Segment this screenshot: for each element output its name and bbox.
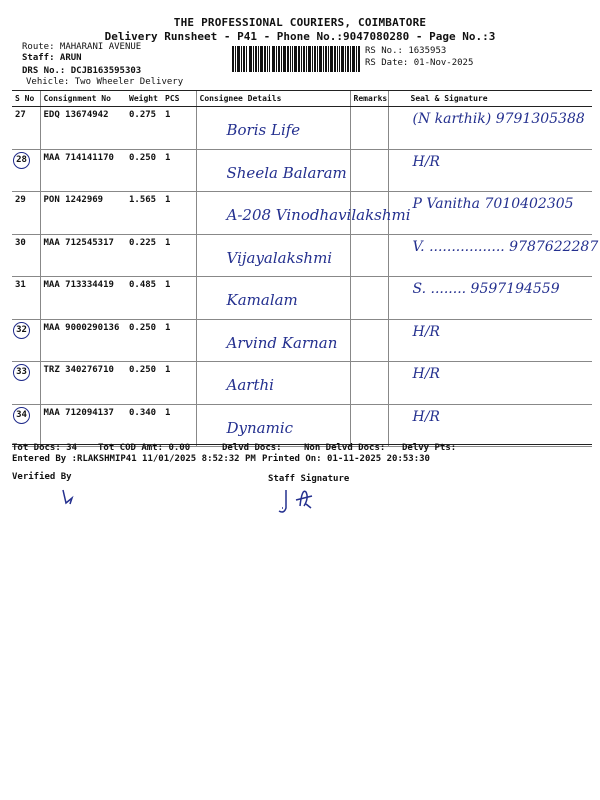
row-seal-signature (388, 319, 592, 362)
table-row (12, 277, 592, 320)
row-seal-signature (388, 277, 592, 320)
barcode-image (232, 46, 360, 72)
row-pcs: 1 (162, 362, 196, 405)
row-sno (12, 149, 40, 192)
runsheet-subtitle: Delivery Runsheet - P41 - Phone No.:9047080280 - Page No.:3 (104, 30, 496, 43)
row-consignee-details-handwriting: Vijayalakshmi (226, 248, 333, 267)
tot-docs: Tot Docs: 34 (12, 443, 78, 453)
row-consignee-details (196, 362, 350, 405)
row-consignment-no: EDQ 13674942 (40, 107, 126, 150)
row-remarks (350, 149, 388, 192)
row-consignee-details-handwriting: Dynamic (226, 418, 294, 437)
row-consignment-no: TRZ 340276710 (40, 362, 126, 405)
row-sno: 31 (12, 277, 40, 320)
rs-date: RS Date: 01-Nov-2025 (365, 58, 474, 68)
col-header-seal: Seal & Signature (388, 91, 592, 107)
col-header-consignee: Consignee Details (196, 91, 350, 107)
row-remarks (350, 107, 388, 150)
row-weight: 0.250 (126, 319, 162, 362)
row-remarks (350, 277, 388, 320)
row-seal-signature (388, 234, 599, 277)
row-seal-signature-handwriting: P Vanitha 7010402305 (412, 196, 574, 212)
row-consignee-details-handwriting: Aarthi (226, 376, 274, 394)
row-weight: 0.275 (126, 107, 162, 150)
company-title: THE PROFESSIONAL COURIERS, COIMBATORE (173, 16, 427, 29)
row-seal-signature-handwriting: S. ........ 9597194559 (412, 281, 560, 297)
row-consignee-details (196, 234, 350, 277)
entered-by: Entered By :RLAKSHMIP41 11/01/2025 8:52:32 PM (12, 454, 256, 464)
row-seal-signature-handwriting: V. ................. 9787622287 (412, 238, 599, 255)
row-sno (12, 362, 40, 405)
row-sno-circled: 32 (13, 322, 30, 339)
row-consignee-details (196, 192, 411, 235)
col-header-weight: Weight (126, 91, 162, 107)
row-consignee-details-handwriting: A-208 Vinodhavilakshmi (226, 206, 411, 224)
row-consignment-no: MAA 9000290136 (40, 319, 126, 362)
row-sno-circled: 33 (13, 364, 30, 381)
row-seal-signature-handwriting: H/R (412, 153, 440, 170)
row-remarks (350, 192, 388, 235)
staff-signature-mark (276, 484, 316, 518)
tot-cod-amt: Tot COD Amt: 0.00 (98, 443, 191, 453)
verified-by-label: Verified By (12, 472, 72, 482)
row-consignee-details (196, 149, 350, 192)
row-remarks (350, 404, 388, 447)
row-seal-signature (388, 404, 592, 447)
vehicle-label: Vehicle: Two Wheeler Delivery (26, 77, 184, 87)
row-seal-signature-handwriting: H/R (412, 408, 440, 425)
row-consignee-details-handwriting: Sheela Balaram (226, 163, 347, 182)
row-consignment-no: MAA 714141170 (40, 149, 126, 192)
non-delvd-docs: Non Delvd Docs: (304, 443, 386, 453)
row-consignee-details (196, 277, 350, 320)
row-consignee-details (196, 319, 350, 362)
row-consignee-details (196, 107, 350, 150)
table-header-row (12, 91, 592, 107)
row-consignment-no: MAA 712094137 (40, 404, 126, 447)
row-sno: 27 (12, 107, 40, 150)
row-weight: 0.250 (126, 149, 162, 192)
row-sno-circled: 28 (13, 152, 30, 169)
row-weight: 0.485 (126, 277, 162, 320)
row-weight: 0.340 (126, 404, 162, 447)
row-sno-circled: 34 (13, 407, 30, 424)
staff-signature-label: Staff Signature (268, 474, 350, 484)
delvd-docs: Delvd Docs: (222, 443, 282, 453)
row-consignment-no: PON 1242969 (40, 192, 126, 235)
row-seal-signature-handwriting: (N karthik) 9791305388 (412, 111, 585, 127)
table-row (12, 234, 592, 277)
table-row (12, 149, 592, 192)
row-weight: 0.250 (126, 362, 162, 405)
row-seal-signature (388, 149, 592, 192)
col-header-remarks: Remarks (350, 91, 388, 107)
row-sno (12, 404, 40, 447)
row-consignment-no: MAA 713334419 (40, 277, 126, 320)
row-pcs: 1 (162, 192, 196, 235)
col-header-pcs: PCS (162, 91, 196, 107)
table-row (12, 192, 592, 235)
row-consignee-details-handwriting: Arvind Karnan (226, 333, 338, 352)
rs-number: RS No.: 1635953 (365, 46, 447, 56)
row-sno (12, 319, 40, 362)
row-seal-signature (388, 107, 592, 150)
col-header-consignment: Consignment No (40, 91, 126, 107)
row-seal-signature-handwriting: H/R (412, 323, 440, 340)
table-row (12, 107, 592, 150)
row-seal-signature (388, 192, 592, 235)
delvy-pts: Delvy Pts: (402, 443, 457, 453)
row-pcs: 1 (162, 234, 196, 277)
row-seal-signature-handwriting: H/R (412, 366, 440, 382)
col-header-sno: S No (12, 91, 40, 107)
row-consignment-no: MAA 712545317 (40, 234, 126, 277)
drs-number: DRS No.: DCJB163595303 (22, 66, 142, 76)
table-row (12, 404, 592, 447)
verifier-signature-mark (58, 486, 80, 508)
row-weight: 0.225 (126, 234, 162, 277)
row-pcs: 1 (162, 107, 196, 150)
table-row (12, 362, 592, 405)
row-consignee-details-handwriting: Boris Life (226, 121, 301, 139)
row-weight: 1.565 (126, 192, 162, 235)
route-label: Route: MAHARANI AVENUE (22, 42, 142, 52)
row-seal-signature (388, 362, 592, 405)
row-remarks (350, 234, 388, 277)
row-pcs: 1 (162, 277, 196, 320)
row-pcs: 1 (162, 404, 196, 447)
row-sno: 29 (12, 192, 40, 235)
row-pcs: 1 (162, 319, 196, 362)
row-pcs: 1 (162, 149, 196, 192)
runsheet-table (12, 90, 599, 447)
row-sno: 30 (12, 234, 40, 277)
row-remarks (350, 319, 388, 362)
row-consignee-details (196, 404, 350, 447)
row-consignee-details-handwriting: Kamalam (226, 291, 298, 309)
printed-on: Printed On: 01-11-2025 20:53:30 (262, 454, 430, 464)
table-row (12, 319, 592, 362)
row-remarks (350, 362, 388, 405)
staff-label: Staff: ARUN (22, 53, 82, 63)
